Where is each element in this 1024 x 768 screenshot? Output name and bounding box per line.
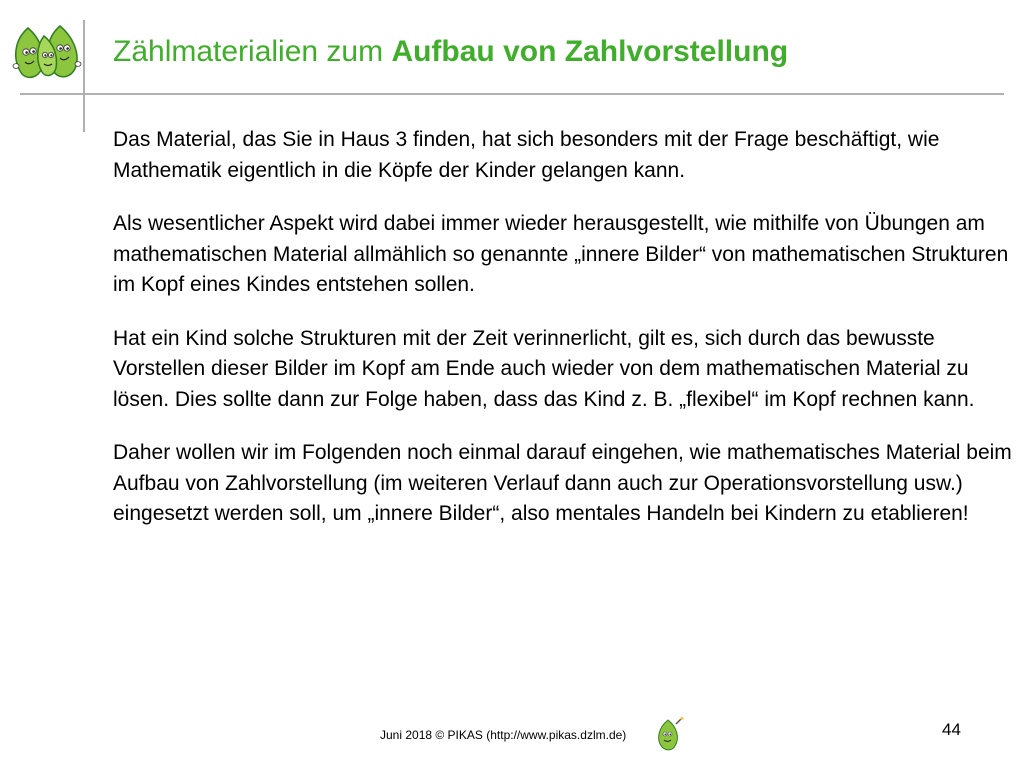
slide-title [113, 32, 788, 72]
vertical-divider [83, 20, 85, 132]
paragraph-3: Hat ein Kind solche Strukturen mit der Zeit verinnerlicht, gilt es, sich durch das bewusste Vorstellen dieser Bilder im Kopf am Ende auch wieder von dem mathematischen Material zu lösen. Dies sollte dann zur Folge haben, dass das Kind z. B. „flexibel“ im Kopf rechnen kann. [113, 326, 975, 411]
paragraph-1: Das Material, das Sie in Haus 3 finden, hat sich besonders mit der Frage beschäftigt, wie Mathematik eigentlich in die Köpfe der Kinder gelangen kann. [113, 128, 940, 182]
paragraph-2: Als wesentlicher Aspekt wird dabei immer wieder herausgestellt, wie mithilfe von Übungen am mathematischen Material allmählich so genannte „innere Bilder“ von mathematischen Strukturen im Kopf eines Kindes entstehen sollen. [113, 212, 1009, 296]
horizontal-divider [20, 93, 1004, 95]
paragraph-4: Daher wollen wir im Folgenden noch einmal darauf eingehen, wie mathematisches Material beim Aufbau von Zahlvorstellung (im weiteren Verlauf dann auch zur Operationsvorstellung usw.) eingesetzt werden soll, um „innere Bilder“, also mentales Handeln bei Kindern zu etablieren! [113, 441, 1012, 525]
pikas-leaf-mascots-icon [8, 22, 84, 84]
title-emphasis: Aufbau von Zahlvorstellung [391, 35, 789, 68]
pikas-mascot-icon [652, 716, 684, 752]
footer-text: Juni 2018 © PIKAS (http://www.pikas.dzlm.de) [380, 728, 627, 742]
slide-body [113, 125, 1013, 553]
title-prefix: Zählmaterialien zum [113, 35, 392, 68]
page-number: 44 [942, 720, 961, 739]
